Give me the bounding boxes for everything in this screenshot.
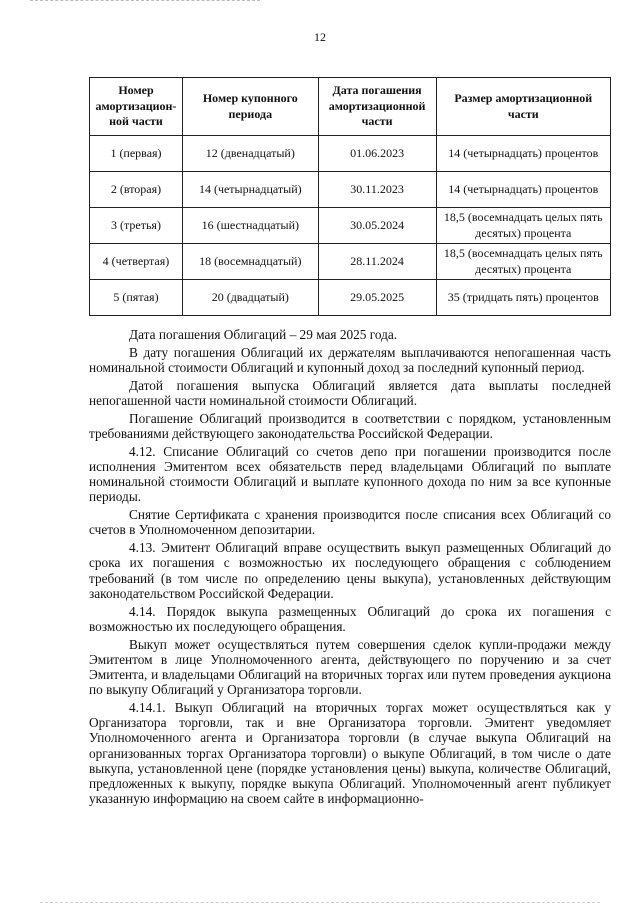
paragraph-maturity-date: Дата погашения Облигаций – 29 мая 2025 года. bbox=[129, 327, 398, 342]
cell-part: 3 (третья) bbox=[90, 208, 183, 244]
paragraph-buyback-method: Выкуп может осуществляться путем совершения сделок купли-продажи между Эмитентом в лице Уполномоченного агента, действующего по поручению и за счет Эмитента, и владельцами Облигаций на вторичных торгах или путем проведения аукциона по выкупу Облигаций у Организатора торговли. bbox=[89, 636, 611, 698]
cell-size: 18,5 (восемнадцать целых пять десятых) процента bbox=[436, 208, 610, 244]
paragraph-issue-maturity: Датой погашения выпуска Облигаций является дата выплаты последней непогашенной части номинальной стоимости Облигаций. bbox=[89, 377, 611, 408]
cell-date: 30.11.2023 bbox=[318, 172, 436, 208]
cell-coupon: 12 (двенадцатый) bbox=[182, 136, 318, 172]
table-row bbox=[90, 136, 611, 172]
cell-part: 4 (четвертая) bbox=[90, 244, 183, 280]
cell-part: 5 (пятая) bbox=[90, 280, 183, 316]
paragraph-4-14: 4.14. Порядок выкупа размещенных Облигаций до срока их погашения с возможностью их последующего обращения. bbox=[89, 603, 611, 634]
cell-coupon: 20 (двадцатый) bbox=[182, 280, 318, 316]
paragraph-certificate: Снятие Сертификата с хранения производится после списания всех Облигаций со счетов в Уполномоченном депозитарии. bbox=[89, 507, 611, 538]
table-row bbox=[90, 244, 611, 280]
cell-part: 2 (вторая) bbox=[90, 172, 183, 208]
scan-edge-top bbox=[30, 0, 260, 2]
amortization-table bbox=[89, 77, 611, 316]
cell-size: 14 (четырнадцать) процентов bbox=[436, 172, 610, 208]
cell-size: 35 (тридцать пять) процентов bbox=[436, 280, 610, 316]
paragraph-payout: В дату погашения Облигаций их держателям выплачиваются непогашенная часть номинальной стоимости Облигаций и купонный доход за последний купонный период. bbox=[89, 344, 611, 375]
paragraph-4-14-1: 4.14.1. Выкуп Облигаций на вторичных торгах может осуществляться как у Организатора торговли, так и вне Организатора торговли. Эмитент уведомляет Уполномоченного агента и Организатора торговли (в случае выкупа Облигаций на организованных торгах Организатора торговли) о выкупе Облигаций, в том числе о дате выкупа, установленной цене (порядке установления цены) выкупа, количестве Облигаций, предложенных к выкупу, порядке выкупа Облигаций. Уполномоченный агент публикует указанную информацию на своем сайте в информационно- bbox=[89, 700, 611, 807]
table-row bbox=[90, 172, 611, 208]
table-row bbox=[90, 280, 611, 316]
cell-part: 1 (первая) bbox=[90, 136, 183, 172]
cell-date: 28.11.2024 bbox=[318, 244, 436, 280]
paragraph-4-13: 4.13. Эмитент Облигаций вправе осуществить выкуп размещенных Облигаций до срока их погашения с возможностью их последующего обращения с соблюдением требований (в том числе по определению цены выкупа), установленных действующим законодательством Российской Федерации. bbox=[89, 540, 611, 601]
scan-edge-bottom bbox=[40, 902, 600, 904]
header-coupon-period: Номер купонного периода bbox=[182, 78, 318, 136]
cell-coupon: 18 (восемнадцатый) bbox=[182, 244, 318, 280]
table-row bbox=[90, 208, 611, 244]
cell-date: 30.05.2024 bbox=[318, 208, 436, 244]
document-body bbox=[89, 327, 611, 809]
paragraph-repayment-procedure: Погашение Облигаций производится в соответствии с порядком, установленным требованиями действующего законодательства Российской Федерации. bbox=[89, 410, 611, 441]
paragraph-4-12: 4.12. Списание Облигаций со счетов депо при погашении производится после исполнения Эмитентом всех обязательств перед владельцами Облигаций по выплате номинальной стоимости Облигаций и выплате купонного дохода по ним за все купонные периоды. bbox=[89, 443, 611, 505]
cell-coupon: 14 (четырнадцатый) bbox=[182, 172, 318, 208]
cell-date: 01.06.2023 bbox=[318, 136, 436, 172]
header-repayment-date: Дата погашения амортизационной части bbox=[318, 78, 436, 136]
cell-coupon: 16 (шестнадцатый) bbox=[182, 208, 318, 244]
header-amort-part-number: Номер амортизацион-ной части bbox=[90, 78, 183, 136]
cell-date: 29.05.2025 bbox=[318, 280, 436, 316]
header-amort-size: Размер амортизационной части bbox=[436, 78, 610, 136]
table-header-row bbox=[90, 78, 611, 136]
page-number: 12 bbox=[314, 30, 326, 44]
cell-size: 14 (четырнадцать) процентов bbox=[436, 136, 610, 172]
cell-size: 18,5 (восемнадцать целых пять десятых) процента bbox=[436, 244, 610, 280]
